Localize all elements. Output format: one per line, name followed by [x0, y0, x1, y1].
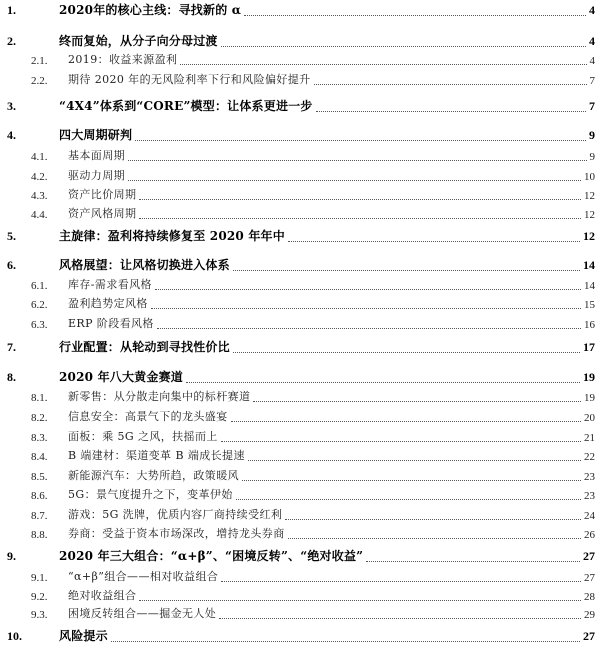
toc-entry-page: 23	[584, 471, 595, 483]
toc-entry[interactable]	[0, 339, 600, 357]
dot-leader	[221, 581, 581, 582]
toc-subentry[interactable]	[0, 428, 600, 446]
toc-entry-number: 8.5.	[31, 471, 48, 483]
dot-leader	[135, 140, 586, 141]
toc-entry-number: 9.2.	[31, 591, 48, 603]
toc-entry-title: 库存-需求看风格	[68, 278, 152, 291]
toc-entry-title: 绝对收益组合	[68, 589, 137, 602]
dot-leader	[248, 460, 581, 461]
toc-entry-page: 28	[584, 591, 595, 603]
toc-subentry[interactable]	[0, 467, 600, 485]
dot-leader	[139, 199, 581, 200]
toc-entry-number: 9.3.	[31, 609, 48, 621]
toc-entry-page: 19	[584, 392, 595, 404]
toc-entry-page: 12	[583, 229, 595, 243]
dot-leader	[151, 308, 581, 309]
toc-entry-page: 29	[584, 609, 595, 621]
toc-entry[interactable]	[0, 98, 600, 116]
toc-entry[interactable]	[0, 628, 600, 646]
toc-entry[interactable]	[0, 548, 600, 566]
toc-entry-page: 10	[584, 171, 595, 183]
toc-entry-title: B 端建材：渠道变革 B 端成长提速	[68, 449, 245, 462]
toc-entry-page: 16	[584, 319, 595, 331]
toc-entry-title: 盈利趋势定风格	[68, 297, 148, 310]
toc-entry-page: 14	[584, 280, 595, 292]
toc-entry-title: 风格展望：让风格切换进入体系	[59, 258, 230, 272]
toc-entry-page: 7	[589, 99, 595, 113]
toc-entry-title: 主旋律：盈利将持续修复至 2020 年年中	[59, 229, 285, 243]
toc-entry-title: 基本面周期	[68, 149, 125, 162]
toc-entry-title: 2019：收益来源盈利	[68, 53, 178, 66]
toc-entry-title: 券商：受益于资本市场深改，增持龙头券商	[68, 527, 285, 540]
dot-leader	[180, 64, 587, 65]
toc-entry-title: 行业配置：从轮动到寻找性价比	[59, 340, 230, 354]
dot-leader	[111, 641, 580, 642]
dot-leader	[155, 289, 581, 290]
dot-leader	[288, 538, 581, 539]
toc-entry-title: 资产风格周期	[68, 207, 137, 220]
toc-entry-title: 终而复始，从分子向分母过渡	[59, 34, 218, 48]
toc-entry-page: 7	[589, 75, 595, 87]
toc-entry[interactable]	[0, 127, 600, 145]
toc-entry-page: 4	[589, 3, 595, 17]
toc-entry-page: 9	[589, 151, 595, 163]
toc-entry-title: 信息安全：高景气下的龙头盛宴	[68, 410, 228, 423]
toc-entry-number: 2.2.	[31, 75, 48, 87]
toc-subentry[interactable]	[0, 205, 600, 223]
toc-entry-title: 四大周期研判	[59, 128, 133, 142]
toc-subentry[interactable]	[0, 147, 600, 165]
toc-entry-number: 3.	[7, 99, 16, 113]
dot-leader	[366, 561, 580, 562]
dot-leader	[233, 352, 580, 353]
toc-entry-page: 4	[589, 34, 595, 48]
dot-leader	[221, 441, 581, 442]
toc-entry-number: 8.7.	[31, 510, 48, 522]
toc-entry-number: 9.1.	[31, 572, 48, 584]
toc-entry-title: 新能源汽车：大势所趋，政策暖风	[68, 469, 239, 482]
toc-entry-number: 4.	[7, 128, 16, 142]
toc-entry-title: 面板：乘 5G 之风，扶摇而上	[68, 430, 218, 443]
toc-entry-title: 新零售：从分散走向集中的标杆赛道	[68, 390, 251, 403]
toc-subentry[interactable]	[0, 486, 600, 504]
toc-subentry[interactable]	[0, 295, 600, 313]
dot-leader	[233, 270, 580, 271]
dot-leader	[231, 421, 581, 422]
toc-entry-title: 2020 年三大组合：“α+β”、“困境反转”、“绝对收益”	[59, 549, 364, 563]
toc-entry-page: 14	[583, 258, 595, 272]
toc-entry-number: 8.6.	[31, 490, 48, 502]
toc-entry-title: 困境反转组合——掘金无人处	[68, 607, 217, 620]
toc-entry-title: “α+β”组合——相对收益组合	[68, 570, 219, 583]
toc-entry-number: 8.4.	[31, 451, 48, 463]
toc-subentry[interactable]	[0, 587, 600, 605]
toc-entry-number: 6.3.	[31, 319, 48, 331]
toc-entry-page: 21	[584, 432, 595, 444]
toc-entry-number: 2.	[7, 34, 16, 48]
toc-entry-title: 2020年的核心主线：寻找新的 α	[59, 3, 242, 17]
dot-leader	[221, 46, 586, 47]
toc-entry-page: 27	[584, 572, 595, 584]
toc-entry-page: 9	[589, 128, 595, 142]
toc-subentry[interactable]	[0, 605, 600, 623]
toc-entry[interactable]	[0, 2, 600, 20]
toc-entry-page: 12	[584, 209, 595, 221]
toc-entry-number: 8.8.	[31, 529, 48, 541]
toc-entry-page: 26	[584, 529, 595, 541]
toc-entry-number: 4.2.	[31, 171, 48, 183]
toc-entry-page: 17	[583, 340, 595, 354]
dot-leader	[236, 499, 581, 500]
toc-entry-page: 4	[589, 55, 595, 67]
toc-entry-number: 5.	[7, 229, 16, 243]
toc-subentry[interactable]	[0, 315, 600, 333]
toc-entry-number: 4.1.	[31, 151, 48, 163]
toc-entry-number: 4.3.	[31, 190, 48, 202]
toc-entry-page: 24	[584, 510, 595, 522]
dot-leader	[139, 600, 581, 601]
toc-subentry[interactable]	[0, 276, 600, 294]
toc-entry[interactable]	[0, 369, 600, 387]
toc-entry-page: 23	[584, 490, 595, 502]
toc-entry-number: 6.1.	[31, 280, 48, 292]
dot-leader	[285, 519, 581, 520]
toc-entry-page: 20	[584, 412, 595, 424]
toc-subentry[interactable]	[0, 71, 600, 89]
toc-entry[interactable]	[0, 33, 600, 51]
toc-entry-number: 8.3.	[31, 432, 48, 444]
toc-entry-page: 19	[583, 370, 595, 384]
dot-leader	[128, 160, 587, 161]
toc-subentry[interactable]	[0, 525, 600, 543]
toc-entry-number: 2.1.	[31, 55, 48, 67]
dot-leader	[186, 382, 580, 383]
toc-entry[interactable]	[0, 257, 600, 275]
toc-entry-number: 9.	[7, 549, 16, 563]
toc-entry-title: “4X4”体系到“CORE”模型：让体系更进一步	[59, 99, 313, 113]
toc-entry-number: 8.1.	[31, 392, 48, 404]
toc-entry-number: 8.	[7, 370, 16, 384]
toc-entry-title: 5G：景气度提升之下，变革伊始	[68, 488, 233, 501]
dot-leader	[314, 84, 587, 85]
toc-entry-number: 1.	[7, 3, 16, 17]
toc-subentry[interactable]	[0, 408, 600, 426]
toc-entry-title: 风险提示	[59, 629, 108, 643]
toc-subentry[interactable]	[0, 568, 600, 586]
toc-entry-title: 期待 2020 年的无风险利率下行和风险偏好提升	[68, 73, 311, 86]
toc-subentry[interactable]	[0, 447, 600, 465]
toc-subentry[interactable]	[0, 506, 600, 524]
toc-entry-page: 15	[584, 299, 595, 311]
toc-entry-page: 22	[584, 451, 595, 463]
toc-subentry[interactable]	[0, 167, 600, 185]
toc-entry-number: 4.4.	[31, 209, 48, 221]
toc-entry-title: 2020 年八大黄金赛道	[59, 370, 183, 384]
toc-entry-number: 10.	[7, 629, 22, 643]
toc-entry-page: 27	[583, 629, 595, 643]
toc-entry-number: 6.	[7, 258, 16, 272]
dot-leader	[242, 480, 581, 481]
dot-leader	[128, 180, 581, 181]
toc-entry-page: 27	[583, 549, 595, 563]
dot-leader	[157, 328, 581, 329]
toc-entry-number: 8.2.	[31, 412, 48, 424]
toc-entry-page: 12	[584, 190, 595, 202]
toc-entry-number: 7.	[7, 340, 16, 354]
dot-leader	[316, 111, 586, 112]
dot-leader	[253, 401, 581, 402]
dot-leader	[288, 241, 580, 242]
toc-entry-title: 驱动力周期	[68, 169, 125, 182]
dot-leader	[219, 618, 581, 619]
dot-leader	[139, 218, 581, 219]
toc-entry-title: 游戏：5G 洗牌，优质内容厂商持续受红利	[68, 508, 283, 521]
toc-entry-title: ERP 阶段看风格	[68, 317, 154, 330]
toc-entry-number: 6.2.	[31, 299, 48, 311]
toc-entry[interactable]	[0, 228, 600, 246]
toc-subentry[interactable]	[0, 51, 600, 69]
toc-entry-title: 资产比价周期	[68, 188, 137, 201]
toc-subentry[interactable]	[0, 186, 600, 204]
toc-subentry[interactable]	[0, 388, 600, 406]
dot-leader	[244, 15, 586, 16]
